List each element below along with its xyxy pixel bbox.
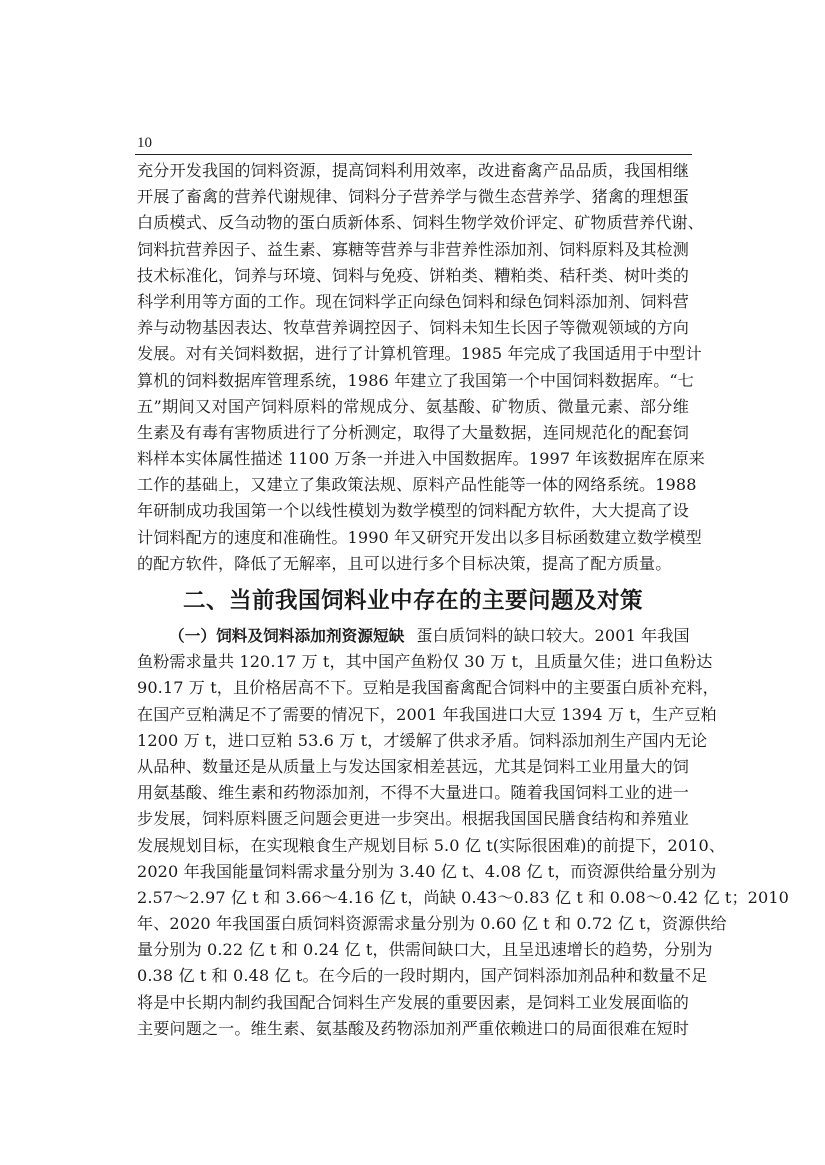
subsection-paragraph — [137, 623, 790, 1042]
header-rule — [135, 154, 692, 155]
paragraph-line: 养与动物基因表达、牧草营养调控因子、饲料未知生长因子等微观领域的方向 — [137, 318, 689, 338]
paragraph-line: 计饲料配方的速度和准确性。1990 年又研究开发出以多目标函数建立数学模型 — [137, 527, 702, 547]
subsection-first-line-text: 蛋白质饲料的缺口较大。2001 年我国 — [416, 626, 690, 645]
paragraph-line: 90.17 万 t，且价格居高不下。豆粕是我国畜禽配合饲料中的主要蛋白质补充料， — [137, 678, 719, 698]
paragraph-line: 在国产豆粕满足不了需要的情况下，2001 年我国进口大豆 1394 万 t，生产豆粕 — [137, 704, 717, 724]
paragraph-line: 量分别为 0.22 亿 t 和 0.24 亿 t，供需间缺口大，且呈迅速增长的趋势，分别为 — [137, 940, 713, 960]
paragraph-line: 1200 万 t，进口豆粕 53.6 万 t，才缓解了供求矛盾。饲料添加剂生产国内无论 — [137, 730, 708, 750]
paragraph-line: 0.38 亿 t 和 0.48 亿 t。在今后的一段时期内，国产饲料添加剂品种和数量不足 — [137, 966, 708, 986]
paragraph-line: 工作的基础上，又建立了集政策法规、原料产品性能等一体的网络系统。1988 — [137, 475, 697, 495]
paragraph-line: 发展。对有关饲料数据，进行了计算机管理。1985 年完成了我国适用于中型计 — [137, 344, 702, 364]
paragraph-line: 年、2020 年我国蛋白质饲料资源需求量分别为 0.60 亿 t 和 0.72 亿 t，资源供给 — [137, 914, 727, 934]
paragraph-line: 2.57～2.97 亿 t 和 3.66～4.16 亿 t，尚缺 0.43～0.83 亿 t 和 0.08～0.42 亿 t；2010 — [137, 887, 790, 907]
paragraph-line: 从品种、数量还是从质量上与发达国家相差甚远，尤其是饲料工业用量大的饲 — [137, 756, 689, 776]
paragraph-line: 的配方软件，降低了无解率，且可以进行多个目标决策，提高了配方质量。 — [137, 553, 672, 573]
paragraph-line: 开展了畜禽的营养代谢规律、饲料分子营养学与微生态营养学、猪禽的理想蛋 — [137, 187, 689, 207]
body-text — [137, 158, 790, 1042]
intro-paragraph — [137, 158, 705, 577]
paragraph-line: 五”期间又对国产饲料原料的常规成分、氨基酸、矿物质、微量元素、部分维 — [137, 396, 689, 416]
paragraph-line: 步发展，饲料原料匮乏问题会更进一步突出。根据我国国民膳食结构和养殖业 — [137, 809, 689, 829]
paragraph-line: 发展规划目标，在实现粮食生产规划目标 5.0 亿 t(实际很困难)的前提下，2010、 — [137, 835, 726, 855]
paragraph-line: 白质模式、反刍动物的蛋白质新体系、饲料生物学效价评定、矿物质营养代谢、 — [137, 213, 704, 233]
paragraph-line: 充分开发我国的饲料资源，提高饲料利用效率，改进畜禽产品品质，我国相继 — [137, 161, 689, 180]
paragraph-line: 鱼粉需求量共 120.17 万 t，其中国产鱼粉仅 30 万 t，且质量欠佳；进口鱼粉达 — [137, 652, 713, 672]
paragraph-line — [137, 623, 689, 649]
paragraph-line: 科学利用等方面的工作。现在饲料学正向绿色饲料和绿色饲料添加剂、饲料营 — [137, 291, 689, 311]
page-number: 10 — [137, 135, 152, 151]
paragraph-line: 技术标准化，饲养与环境、饲料与免疫、饼粕类、糟粕类、秸秆类、树叶类的 — [137, 265, 689, 285]
section-title: 二、当前我国饲料业中存在的主要问题及对策 — [182, 588, 643, 614]
paragraph-line: 饲料抗营养因子、益生素、寡糖等营养与非营养性添加剂、饲料原料及其检测 — [137, 239, 689, 259]
paragraph-line: 将是中长期内制约我国配合饲料生产发展的重要因素，是饲料工业发展面临的 — [137, 992, 689, 1012]
paragraph-line: 年研制成功我国第一个以线性模划为数学模型的饲料配方软件，大大提高了设 — [137, 501, 689, 521]
paragraph-line: 用氨基酸、维生素和药物添加剂，不得不大量进口。随着我国饲料工业的进一 — [137, 783, 689, 803]
paragraph-line: 2020 年我国能量饲料需求量分别为 3.40 亿 t、4.08 亿 t，而资源供给量分别为 — [137, 861, 717, 881]
paragraph-line: 生素及有毒有害物质进行了分析测定，取得了大量数据，连同规范化的配套饲 — [137, 422, 689, 442]
paragraph-line: 主要问题之一。维生素、氨基酸及药物添加剂严重依赖进口的局面很难在短时 — [137, 1018, 689, 1038]
paragraph-line: 算机的饲料数据库管理系统，1986 年建立了我国第一个中国饲料数据库。“七 — [137, 370, 694, 390]
subsection-heading: （一）饲料及饲料添加剂资源短缺 — [169, 627, 405, 645]
paragraph-line: 料样本实体属性描述 1100 万条一并进入中国数据库。1997 年该数据库在原来 — [137, 449, 705, 469]
